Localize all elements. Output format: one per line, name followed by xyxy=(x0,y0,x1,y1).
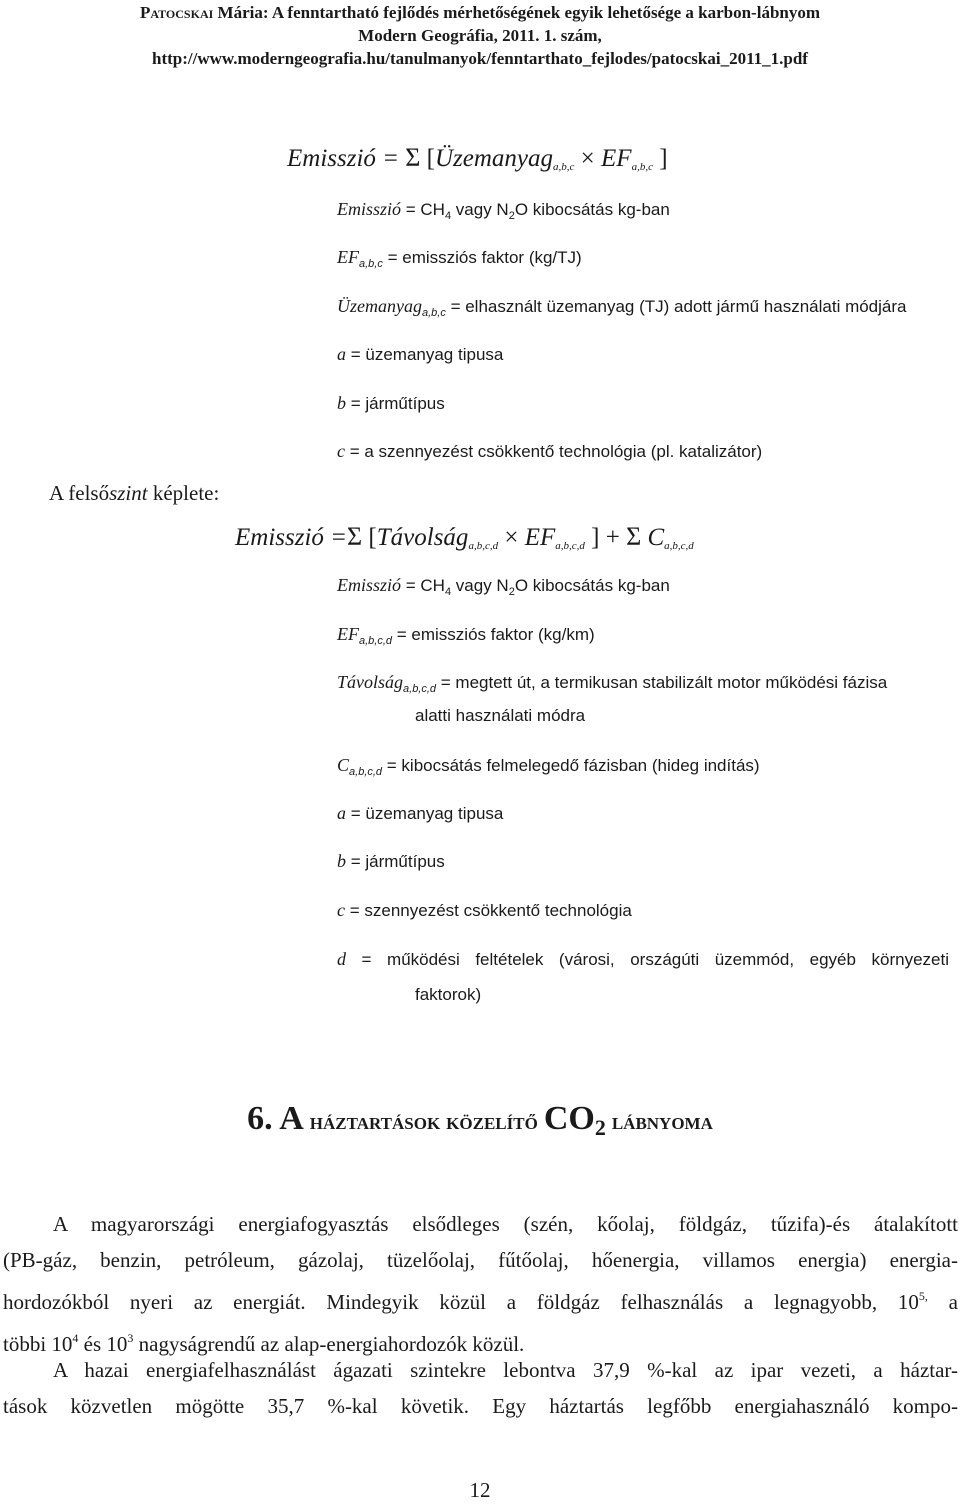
eq2-bracket-open: [ xyxy=(362,524,377,551)
subscript: 4 xyxy=(444,586,452,598)
label-italic: szint xyxy=(109,481,148,505)
def2-b xyxy=(337,851,445,872)
paragraph-1 xyxy=(3,1206,958,1362)
eq1-bracket-close: ] xyxy=(652,145,668,172)
def-b xyxy=(337,393,445,414)
var-emisszio: Emisszió xyxy=(337,575,402,595)
page-number: 12 xyxy=(469,1478,491,1502)
text: hordozókból nyeri az energiát. Mindegyik közül a földgáz felhasználás a legnagyobb, 10 xyxy=(3,1290,919,1314)
eq1-ef-term: EF xyxy=(601,145,632,172)
article-url: http://www.moderngeografia.hu/tanulmanyok/fenntarthato_fejlodes/patocskai_2011_1.pdf xyxy=(152,49,808,68)
eq2-c-subscript: a,b,c,d xyxy=(664,540,694,552)
def-c xyxy=(337,441,762,462)
def-text: vagy N xyxy=(451,200,509,219)
var-c: c xyxy=(337,900,345,920)
subscript: a,b,c xyxy=(359,258,383,270)
def2-a xyxy=(337,803,503,824)
eq1-bracket-open: [ xyxy=(420,145,435,172)
def-a xyxy=(337,344,503,365)
var-emisszio: Emisszió xyxy=(337,199,402,219)
var-d: d xyxy=(337,949,346,969)
eq2-dist-subscript: a,b,c,d xyxy=(468,540,499,552)
def-text: O kibocsátás kg-ban xyxy=(514,576,670,595)
eq2-ef-term: EF xyxy=(524,524,556,551)
section-number: 6. A xyxy=(247,1100,304,1137)
def2-d-cont: faktorok) xyxy=(415,985,482,1004)
para2-line-1: A hazai energiafelhasználást ágazati szintekre lebontva 37,9 %-kal az ipar vezeti, a háztar- xyxy=(53,1358,958,1382)
eq1-lhs: Emisszió = xyxy=(287,145,406,172)
eq2-bracket-close-plus: ] + xyxy=(584,524,627,551)
author-name: Patocskai xyxy=(139,3,214,22)
subscript: a,b,c,d xyxy=(359,635,393,647)
label-text: képlete: xyxy=(147,481,220,505)
section-title-part: lábnyoma xyxy=(605,1109,713,1135)
subscript: a,b,c,d xyxy=(349,766,383,778)
eq2-lhs: Emisszió = xyxy=(235,524,348,551)
var-b: b xyxy=(337,851,346,871)
def-text: = elhasznált üzemanyag (TJ) adott jármű használati módjára xyxy=(445,297,907,316)
text: a xyxy=(927,1290,958,1314)
def-emisszio xyxy=(337,199,670,222)
formula-label xyxy=(49,481,219,506)
section-title-part: háztartások közelítő xyxy=(303,1109,544,1135)
def-text: vagy N xyxy=(451,576,509,595)
def-text: = CH xyxy=(401,200,445,219)
def-text: = emissziós faktor (kg/TJ) xyxy=(382,248,582,267)
var-b: b xyxy=(337,393,346,413)
section-co: CO xyxy=(543,1100,595,1137)
def-text: O kibocsátás kg-ban xyxy=(514,200,670,219)
def-ef xyxy=(337,247,582,270)
var-ef: EF xyxy=(337,247,359,267)
label-text: A felső xyxy=(49,481,110,505)
def2-ef xyxy=(337,624,595,647)
text: nagyságrendű az alap-energiahordozók közül. xyxy=(133,1332,525,1356)
sigma-symbol: Σ xyxy=(405,143,421,172)
def-text: = járműtípus xyxy=(346,394,445,413)
superscript: 5, xyxy=(918,1289,928,1303)
def2-tavolsag-cont: alatti használati módra xyxy=(415,706,586,725)
def-text: = a szennyezést csökkentő technológia (pl. katalizátor) xyxy=(345,442,763,461)
subscript: 2 xyxy=(508,210,515,222)
var-c: c xyxy=(337,441,345,461)
eq2-ef-subscript: a,b,c,d xyxy=(555,540,585,552)
superscript: 4 xyxy=(72,1331,79,1345)
eq2-c-term: C xyxy=(641,524,665,551)
var-ef: EF xyxy=(337,624,359,644)
def-text: = szennyezést csökkentő technológia xyxy=(345,901,632,920)
def2-tavolsag xyxy=(337,672,887,695)
journal-reference: Modern Geográfia, 2011. 1. szám, xyxy=(358,26,602,45)
sigma-symbol: Σ xyxy=(626,522,642,551)
eq1-fuel-term: Üzemanyag xyxy=(435,145,554,172)
def-text: = kibocsátás felmelegedő fázisban (hideg indítás) xyxy=(382,756,760,775)
superscript: 3 xyxy=(127,1331,134,1345)
eq2-dist-term: Távolság xyxy=(376,524,469,551)
var-a: a xyxy=(337,803,346,823)
def-text: = működési feltételek (városi, országúti üzemmód, egyéb környezeti xyxy=(346,950,949,969)
def-text: = megtett út, a termikusan stabilizált motor működési fázisa xyxy=(436,673,888,692)
section-heading xyxy=(0,1100,960,1141)
paragraph-2 xyxy=(3,1352,958,1424)
def2-emisszio xyxy=(337,575,670,598)
def-uzemanyag xyxy=(337,296,907,319)
subscript: 4 xyxy=(444,210,452,222)
article-title: Mária: A fenntartható fejlődés mérhetőségének egyik lehetősége a karbon-lábnyom xyxy=(213,3,821,22)
var-uzemanyag: Üzemanyag xyxy=(337,296,422,316)
eq1-fuel-subscript: a,b,c xyxy=(553,161,575,173)
text: és 10 xyxy=(78,1332,128,1356)
para1-line-2: (PB-gáz, benzin, petróleum, gázolaj, tüzelőolaj, fűtőolaj, hőenergia, villamos energia) energia- xyxy=(3,1248,958,1272)
var-a: a xyxy=(337,344,346,364)
sigma-symbol: Σ xyxy=(347,522,363,551)
def-text: = CH xyxy=(401,576,445,595)
subscript: 2 xyxy=(508,586,515,598)
subscript: a,b,c,d xyxy=(403,683,437,695)
running-header-title xyxy=(0,2,960,24)
text: többi 10 xyxy=(3,1332,73,1356)
equation-2 xyxy=(235,522,694,552)
para1-line-1: A magyarországi energiafogyasztás elsődleges (szén, kőolaj, földgáz, tűzifa)-és átalakított xyxy=(53,1212,958,1236)
def-text: = járműtípus xyxy=(346,852,445,871)
section-subscript: 2 xyxy=(594,1115,606,1140)
def2-c xyxy=(337,755,760,778)
var-c: C xyxy=(337,755,350,775)
para2-line-2: tások közvetlen mögötte 35,7 %-kal követik. Egy háztartás legfőbb energiahasználó kompo- xyxy=(3,1394,958,1418)
equation-1 xyxy=(287,143,668,173)
eq1-ef-subscript: a,b,c xyxy=(631,161,653,173)
def-text: = üzemanyag tipusa xyxy=(346,804,504,823)
def2-d xyxy=(337,949,949,970)
subscript: a,b,c xyxy=(421,307,446,319)
var-tavolsag: Távolság xyxy=(337,672,404,692)
times-symbol: × xyxy=(498,524,525,551)
def-text: = üzemanyag tipusa xyxy=(346,345,504,364)
def-text: = emissziós faktor (kg/km) xyxy=(392,625,595,644)
para1-line-3 xyxy=(3,1278,958,1320)
times-symbol: × xyxy=(574,145,602,172)
def2-cc xyxy=(337,900,632,921)
